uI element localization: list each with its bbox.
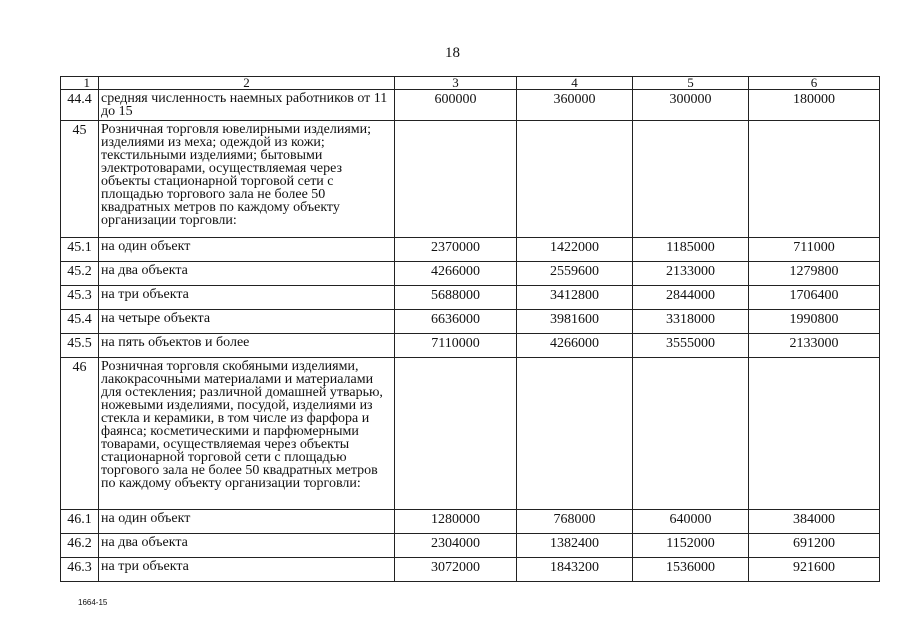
tariff-table	[60, 76, 880, 582]
row-value-col6: 921600	[749, 558, 880, 582]
row-value-col3: 6636000	[395, 310, 517, 334]
row-value-col4: 3412800	[517, 286, 633, 310]
row-value-col6	[749, 358, 880, 510]
header-col-2: 2	[99, 77, 395, 90]
row-value-col3: 600000	[395, 90, 517, 121]
row-value-col4: 360000	[517, 90, 633, 121]
row-number: 46.1	[61, 510, 99, 534]
row-value-col4: 1382400	[517, 534, 633, 558]
row-description: на два объекта	[99, 534, 395, 558]
row-value-col6: 1706400	[749, 286, 880, 310]
row-description: на один объект	[99, 238, 395, 262]
header-col-1: 1	[61, 77, 99, 90]
row-value-col5	[633, 358, 749, 510]
row-value-col5: 1536000	[633, 558, 749, 582]
document-code: 1664-15	[78, 598, 108, 607]
table-row	[61, 90, 880, 121]
row-value-col4: 1422000	[517, 238, 633, 262]
table-row	[61, 534, 880, 558]
row-description: на один объект	[99, 510, 395, 534]
table-row	[61, 334, 880, 358]
row-value-col3: 3072000	[395, 558, 517, 582]
row-number: 46	[61, 358, 99, 510]
table-row	[61, 510, 880, 534]
table-row	[61, 238, 880, 262]
row-value-col6: 2133000	[749, 334, 880, 358]
table-row	[61, 558, 880, 582]
row-value-col3: 2304000	[395, 534, 517, 558]
row-number: 46.3	[61, 558, 99, 582]
table-row	[61, 310, 880, 334]
row-value-col5: 640000	[633, 510, 749, 534]
row-number: 45.4	[61, 310, 99, 334]
table-row	[61, 286, 880, 310]
row-number: 45	[61, 121, 99, 238]
row-value-col4: 768000	[517, 510, 633, 534]
row-description: на три объекта	[99, 558, 395, 582]
row-value-col4: 2559600	[517, 262, 633, 286]
header-col-4: 4	[517, 77, 633, 90]
row-value-col5: 300000	[633, 90, 749, 121]
row-value-col4	[517, 358, 633, 510]
row-value-col3: 2370000	[395, 238, 517, 262]
row-value-col5: 3318000	[633, 310, 749, 334]
row-value-col4: 1843200	[517, 558, 633, 582]
row-value-col3: 1280000	[395, 510, 517, 534]
row-value-col5: 1152000	[633, 534, 749, 558]
row-number: 46.2	[61, 534, 99, 558]
row-description: на пять объектов и более	[99, 334, 395, 358]
row-value-col5: 2133000	[633, 262, 749, 286]
table-row	[61, 262, 880, 286]
row-value-col3: 4266000	[395, 262, 517, 286]
row-description: Розничная торговля ювелирными изделиями; изделиями из меха; одеждой из кожи; текстильными изделиями; бытовыми электротоварами, осуществляемая через объекты стационарной торговой сети с площадью торгового зала не более 50 квадратных метров по каждому объекту организации торговли:	[99, 121, 395, 238]
row-number: 45.3	[61, 286, 99, 310]
row-value-col5: 1185000	[633, 238, 749, 262]
row-value-col4	[517, 121, 633, 238]
row-value-col6: 711000	[749, 238, 880, 262]
row-description: на два объекта	[99, 262, 395, 286]
row-description: средняя численность наемных работников от 11 до 15	[99, 90, 395, 121]
row-value-col6: 1279800	[749, 262, 880, 286]
row-value-col6: 691200	[749, 534, 880, 558]
header-col-3: 3	[395, 77, 517, 90]
header-col-6: 6	[749, 77, 880, 90]
header-col-5: 5	[633, 77, 749, 90]
table-header-row	[61, 77, 880, 90]
row-value-col3: 5688000	[395, 286, 517, 310]
row-value-col6	[749, 121, 880, 238]
table-row	[61, 121, 880, 238]
row-description: Розничная торговля скобяными изделиями, лакокрасочными материалами и материалами для остекления; различной домашней утварью, ножевыми изделиями, посудой, изделиями из стекла и керамики, в том числе из фарфора и фаянса; косметическими и парфюмерными товарами, осуществляемая через объекты стационарной торговой сети с площадью торгового зала не более 50 квадратных метров по каждому объекту организации торговли:	[99, 358, 395, 510]
row-value-col5: 2844000	[633, 286, 749, 310]
row-number: 44.4	[61, 90, 99, 121]
table-row	[61, 358, 880, 510]
row-description: на четыре объекта	[99, 310, 395, 334]
row-value-col6: 384000	[749, 510, 880, 534]
row-description: на три объекта	[99, 286, 395, 310]
row-value-col3	[395, 121, 517, 238]
row-number: 45.2	[61, 262, 99, 286]
row-value-col5	[633, 121, 749, 238]
row-value-col3: 7110000	[395, 334, 517, 358]
row-number: 45.5	[61, 334, 99, 358]
row-value-col4: 3981600	[517, 310, 633, 334]
row-value-col4: 4266000	[517, 334, 633, 358]
page-number: 18	[445, 45, 460, 61]
row-value-col6: 1990800	[749, 310, 880, 334]
row-number: 45.1	[61, 238, 99, 262]
row-value-col5: 3555000	[633, 334, 749, 358]
row-value-col3	[395, 358, 517, 510]
row-value-col6: 180000	[749, 90, 880, 121]
